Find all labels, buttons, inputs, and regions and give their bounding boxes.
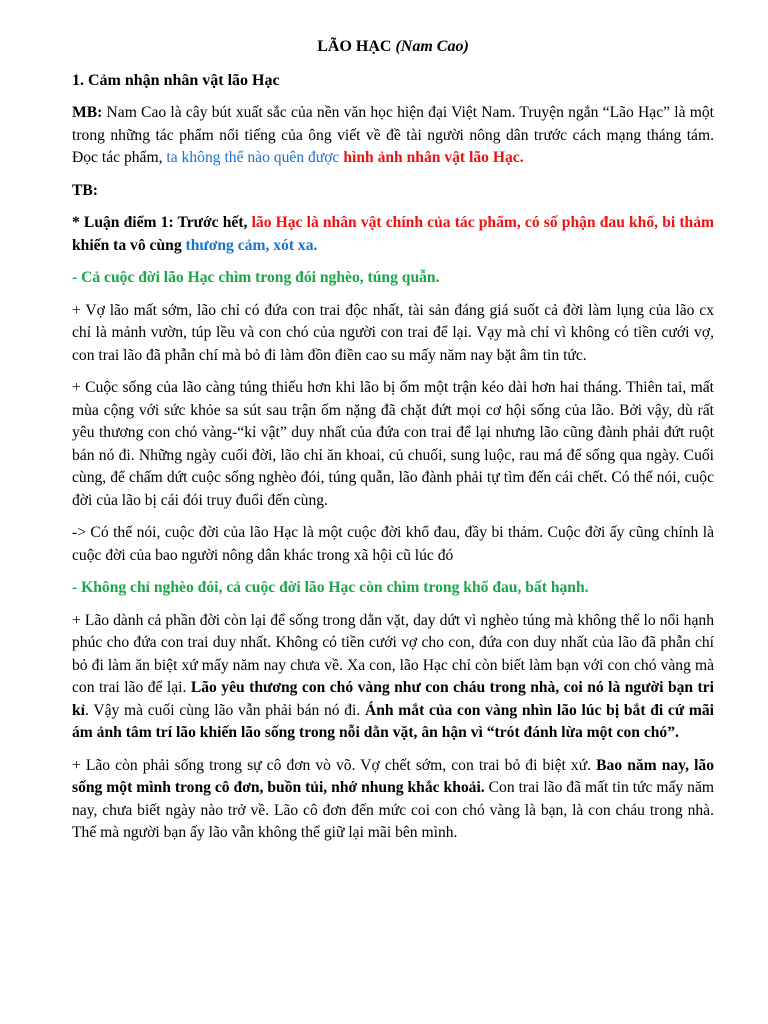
- title-author: (Nam Cao): [395, 38, 469, 55]
- paragraph-2: + Cuộc sống của lão càng túng thiếu hơn khi lão bị ốm một trận kéo dài hơn hai tháng. Thiên tai, mất mùa cộng với sức khỏe sa sút sau trận ốm nặng đã chặt đứt mọi cơ hội sống của lão. Bởi vậy, dù rất yêu thương con chó vàng-“kỉ vật” duy nhất của đứa con trai để lại nhưng lão cũng đành phải đứt ruột bán nó đi. Những ngày cuối đời, lão chỉ ăn khoai, củ chuối, sung luộc, rau má để sống qua ngày. Cuối cùng, để chấm dứt cuộc sống nghèo đói, túng quẫn, lão đành phải tự tìm đến cái chết. Có thể nói, cuộc đời của lão bị cái đói truy đuổi đến cùng.: [72, 379, 714, 509]
- paragraph-4-text-2: . Vậy mà cuối cùng lão vẫn phải bán nó đi.: [85, 701, 365, 719]
- paragraph-1: + Vợ lão mất sớm, lão chỉ có đứa con trai độc nhất, tài sản đáng giá suốt cả đời làm lụng của lão cx chỉ là mảnh vườn, túp lều và con chó của người con trai để lại. Vạy mà chỉ vì không có tiền cưới vợ, con trai lão đã phẫn chí mà bỏ đi làm đồn điền cao su mấy năm nay bặt âm tin tức.: [72, 301, 714, 364]
- paragraph-4: [72, 610, 714, 745]
- paragraph-4-bold-2: Ánh mắt của con vàng nhìn lão lúc bị bắt đi cứ mãi ám ảnh tâm trí lão khiến lão sống trong nỗi dằn vặt, ân hận vì “trót đánh lừa một con chó”.: [72, 701, 714, 741]
- paragraph-5: [72, 755, 714, 845]
- paragraph-5-bold-1: Bao năm nay, lão sống một mình trong cô đơn, buồn tủi, nhớ nhung khắc khoải.: [72, 756, 714, 796]
- title-main: LÃO HẠC: [317, 38, 392, 55]
- document-title: [72, 36, 714, 59]
- sub-heading-1: - Cả cuộc đời lão Hạc chìm trong đói nghèo, túng quẫn.: [72, 269, 440, 286]
- mb-red-text: hình ảnh nhân vật lão Hạc.: [339, 149, 524, 166]
- tb-label: TB:: [72, 181, 98, 199]
- mb-paragraph: [72, 102, 714, 170]
- paragraph-5-text-2: Con trai lão đã mất tin tức mấy năm nay, chưa biết ngày nào trở về. Lão cô đơn đến mức coi con chó vàng là bạn, là con cháu trong nhà. Thế mà người bạn ấy lão vẫn không thể giữ lại mãi bên mình.: [72, 779, 715, 841]
- paragraph-4-text-1: + Lão dành cả phần đời còn lại để sống trong dằn vặt, day dứt vì nghèo túng mà không thể lo nổi hạnh phúc cho đứa con trai duy nhất. Không có tiền cưới vợ cho con, đứa con duy nhất của lão đã phẫn chí bỏ đi làm ăn biệt xứ mấy năm nay chưa về. Xa con, lão Hạc chỉ còn biết làm bạn với con chó vàng mà con trai lão để lại.: [72, 611, 714, 696]
- mb-text: Nam Cao là cây bút xuất sắc của nền văn học hiện đại Việt Nam. Truyện ngắn “Lão Hạc” là một trong những tác phẩm nổi tiếng của ông viết về đề tài người nông dân trước cách mạng tháng tám. Đọc tác phẩm,: [72, 104, 714, 166]
- paragraph-4-bold-1: Lão yêu thương con chó vàng như con cháu trong nhà, coi nó là người bạn tri kỉ: [72, 679, 714, 719]
- sub-heading-2: - Không chỉ nghèo đói, cả cuộc đời lão Hạc còn chìm trong khổ đau, bất hạnh.: [72, 579, 589, 596]
- luan-diem-1-middle: khiến ta vô cùng: [72, 236, 186, 254]
- paragraph-5-text-1: + Lão còn phải sống trong sự cô đơn vò võ. Vợ chết sớm, con trai bỏ đi biệt xứ.: [72, 756, 597, 774]
- section-heading: 1. Cảm nhận nhân vật lão Hạc: [72, 71, 280, 89]
- paragraph-3: -> Có thể nói, cuộc đời của lão Hạc là một cuộc đời khổ đau, đầy bi thảm. Cuộc đời ấy cũng chính là cuộc đời của bao người nông dân khác trong xã hội cũ lúc đó: [72, 524, 714, 564]
- mb-label: MB:: [72, 104, 103, 121]
- luan-diem-1-red: lão Hạc là nhân vật chính của tác phẩm, có số phận đau khổ, bi thảm: [251, 214, 714, 231]
- luan-diem-1-blue: thương cảm, xót xa.: [185, 236, 318, 254]
- luan-diem-1-prefix: * Luận điểm 1: Trước hết,: [72, 214, 252, 231]
- luan-diem-1: [72, 212, 714, 257]
- mb-blue-text: ta không thể nào quên được: [166, 149, 340, 166]
